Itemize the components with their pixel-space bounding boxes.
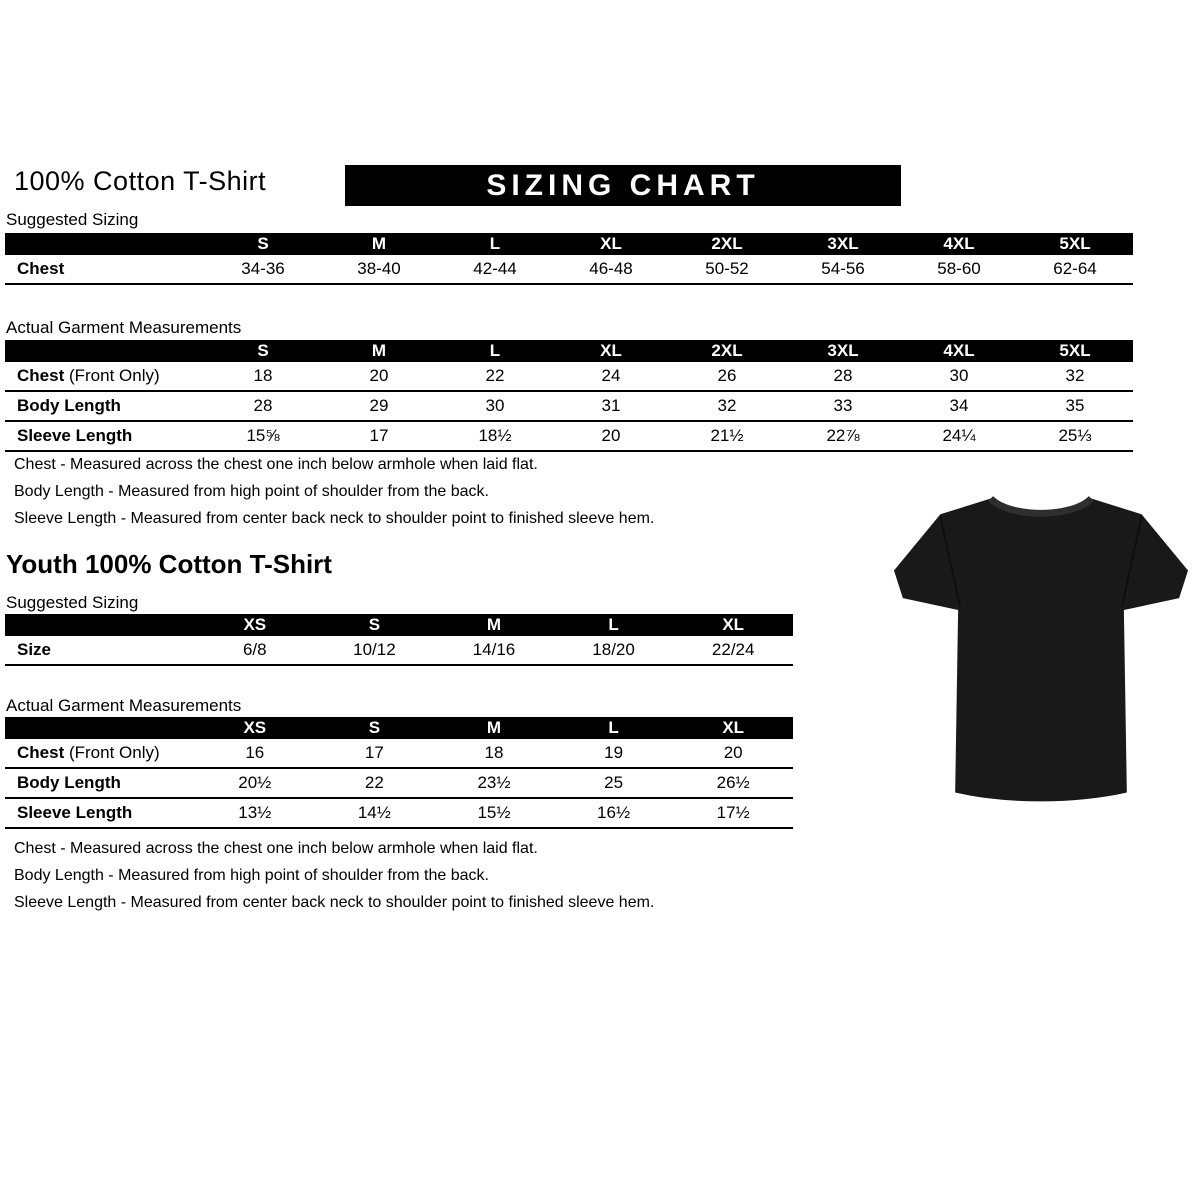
size-value: 14/16 bbox=[472, 640, 516, 659]
header-corner-cell bbox=[5, 233, 205, 255]
size-value: 14½ bbox=[357, 803, 391, 822]
size-value: 22⅞ bbox=[826, 426, 860, 445]
size-value: 10/12 bbox=[353, 640, 396, 659]
measurement-row bbox=[5, 362, 1133, 391]
size-value: 20 bbox=[601, 426, 621, 445]
measurement-row bbox=[5, 636, 793, 665]
measurement-row bbox=[5, 255, 1133, 284]
size-column-header: S bbox=[315, 614, 435, 636]
size-value: 29 bbox=[369, 396, 389, 415]
adult-actual-measurements-label: Actual Garment Measurements bbox=[6, 318, 242, 337]
adult-section-title: 100% Cotton T-Shirt bbox=[14, 166, 267, 196]
size-value: 62-64 bbox=[1053, 259, 1097, 278]
size-value: 25 bbox=[604, 773, 624, 792]
youth-measurement-notes bbox=[14, 840, 654, 921]
t-shirt-body bbox=[894, 499, 1188, 802]
size-value: 34-36 bbox=[241, 259, 285, 278]
size-column-header: 5XL bbox=[1017, 340, 1133, 362]
size-value: 33 bbox=[833, 396, 853, 415]
size-value: 30 bbox=[485, 396, 505, 415]
black-t-shirt-image bbox=[893, 476, 1189, 818]
t-shirt-graphic bbox=[893, 476, 1189, 818]
header-row bbox=[5, 717, 793, 739]
size-value: 22/24 bbox=[711, 640, 755, 659]
note-body-length: Body Length - Measured from high point of shoulder from the back. bbox=[14, 867, 489, 884]
header-corner-cell bbox=[5, 614, 195, 636]
size-value: 28 bbox=[833, 366, 853, 385]
size-column-header: L bbox=[437, 340, 553, 362]
size-column-header: 4XL bbox=[901, 340, 1017, 362]
size-value: 22 bbox=[485, 366, 505, 385]
size-value: 17 bbox=[364, 743, 384, 762]
size-value: 31 bbox=[601, 396, 621, 415]
size-column-header: L bbox=[437, 233, 553, 255]
sizing-table bbox=[5, 717, 793, 829]
header-corner-cell bbox=[5, 340, 205, 362]
sizing-table bbox=[5, 233, 1133, 285]
size-value: 24 bbox=[601, 366, 621, 385]
size-value: 22 bbox=[364, 773, 384, 792]
size-value: 50-52 bbox=[705, 259, 749, 278]
row-label-text: Sleeve Length bbox=[17, 803, 133, 822]
size-column-header: XS bbox=[195, 717, 315, 739]
measurement-row bbox=[5, 391, 1133, 421]
size-value: 34 bbox=[949, 396, 969, 415]
row-label-text: Sleeve Length bbox=[17, 426, 133, 445]
size-column-header: S bbox=[315, 717, 435, 739]
size-value: 30 bbox=[949, 366, 969, 385]
adult-suggested-sizing-table bbox=[5, 233, 1133, 285]
size-value: 42-44 bbox=[473, 259, 517, 278]
youth-suggested-sizing-label: Suggested Sizing bbox=[6, 593, 139, 612]
size-column-header: 4XL bbox=[901, 233, 1017, 255]
size-value: 38-40 bbox=[357, 259, 401, 278]
header-corner-cell bbox=[5, 717, 195, 739]
row-label-suffix: (Front Only) bbox=[64, 743, 160, 762]
size-column-header: 3XL bbox=[785, 340, 901, 362]
size-value: 32 bbox=[717, 396, 737, 415]
size-value: 20 bbox=[369, 366, 389, 385]
size-value: 15½ bbox=[477, 803, 511, 822]
size-value: 28 bbox=[253, 396, 273, 415]
size-value: 23½ bbox=[477, 773, 511, 792]
size-value: 16½ bbox=[597, 803, 631, 822]
header-row bbox=[5, 233, 1133, 255]
size-value: 26½ bbox=[716, 773, 750, 792]
size-value: 18 bbox=[253, 366, 273, 385]
size-column-header: 5XL bbox=[1017, 233, 1133, 255]
size-column-header: 3XL bbox=[785, 233, 901, 255]
size-column-header: L bbox=[554, 614, 674, 636]
size-column-header: S bbox=[205, 340, 321, 362]
size-value: 18/20 bbox=[592, 640, 635, 659]
row-label bbox=[5, 255, 205, 284]
row-label bbox=[5, 362, 205, 391]
youth-actual-measurements-table bbox=[5, 717, 793, 829]
size-column-header: 2XL bbox=[669, 340, 785, 362]
size-value: 17 bbox=[369, 426, 389, 445]
row-label-text: Body Length bbox=[17, 396, 121, 415]
size-value: 19 bbox=[604, 743, 624, 762]
size-value: 26 bbox=[717, 366, 737, 385]
size-value: 13½ bbox=[238, 803, 272, 822]
header-row bbox=[5, 614, 793, 636]
note-sleeve-length: Sleeve Length - Measured from center back neck to shoulder point to finished sleeve hem. bbox=[14, 510, 655, 527]
size-value: 16 bbox=[245, 743, 265, 762]
size-column-header: XL bbox=[673, 614, 793, 636]
adult-suggested-sizing-label: Suggested Sizing bbox=[6, 210, 139, 229]
row-label-text: Size bbox=[17, 640, 52, 659]
youth-section-title: Youth 100% Cotton T-Shirt bbox=[6, 549, 332, 579]
size-column-header: 2XL bbox=[669, 233, 785, 255]
size-column-header: XL bbox=[553, 340, 669, 362]
row-label bbox=[5, 391, 205, 421]
size-value: 25⅓ bbox=[1058, 426, 1092, 445]
row-label-text: Chest bbox=[17, 743, 65, 762]
row-label-text: Chest bbox=[17, 366, 65, 385]
row-label bbox=[5, 798, 195, 828]
note-chest: Chest - Measured across the chest one inch below armhole when laid flat. bbox=[14, 456, 538, 473]
size-value: 20½ bbox=[238, 773, 272, 792]
size-value: 18½ bbox=[478, 426, 512, 445]
size-value: 46-48 bbox=[589, 259, 633, 278]
row-label bbox=[5, 636, 195, 665]
sizing-table bbox=[5, 614, 793, 666]
row-label bbox=[5, 421, 205, 451]
measurement-row bbox=[5, 739, 793, 768]
size-value: 17½ bbox=[716, 803, 750, 822]
size-value: 32 bbox=[1065, 366, 1085, 385]
row-label-suffix: (Front Only) bbox=[64, 366, 160, 385]
row-label-text: Body Length bbox=[17, 773, 121, 792]
measurement-row bbox=[5, 798, 793, 828]
size-value: 18 bbox=[484, 743, 504, 762]
size-value: 54-56 bbox=[821, 259, 865, 278]
note-chest: Chest - Measured across the chest one inch below armhole when laid flat. bbox=[14, 840, 538, 857]
size-value: 58-60 bbox=[937, 259, 981, 278]
size-value: 15⅝ bbox=[246, 426, 280, 445]
note-sleeve-length: Sleeve Length - Measured from center back neck to shoulder point to finished sleeve hem. bbox=[14, 894, 655, 911]
sizing-chart-banner bbox=[345, 165, 901, 206]
adult-measurement-notes bbox=[14, 456, 654, 537]
size-value: 6/8 bbox=[242, 640, 267, 659]
size-column-header: XS bbox=[195, 614, 315, 636]
size-value: 21½ bbox=[710, 426, 744, 445]
measurement-row bbox=[5, 421, 1133, 451]
size-column-header: M bbox=[434, 614, 554, 636]
size-column-header: XL bbox=[553, 233, 669, 255]
size-value: 20 bbox=[723, 743, 743, 762]
size-column-header: M bbox=[321, 340, 437, 362]
size-column-header: M bbox=[434, 717, 554, 739]
adult-actual-measurements-table bbox=[5, 340, 1133, 452]
header-row bbox=[5, 340, 1133, 362]
size-value: 35 bbox=[1065, 396, 1085, 415]
row-label-text: Chest bbox=[17, 259, 65, 278]
sizing-table bbox=[5, 340, 1133, 452]
measurement-row bbox=[5, 768, 793, 798]
row-label bbox=[5, 768, 195, 798]
size-column-header: M bbox=[321, 233, 437, 255]
size-column-header: L bbox=[554, 717, 674, 739]
note-body-length: Body Length - Measured from high point of shoulder from the back. bbox=[14, 483, 489, 500]
size-column-header: S bbox=[205, 233, 321, 255]
size-value: 24¼ bbox=[942, 426, 976, 445]
t-shirt-collar bbox=[991, 499, 1092, 514]
youth-suggested-sizing-table bbox=[5, 614, 793, 666]
sizing-chart-banner-text: SIZING CHART bbox=[486, 168, 760, 202]
row-label bbox=[5, 739, 195, 768]
size-column-header: XL bbox=[673, 717, 793, 739]
youth-actual-measurements-label: Actual Garment Measurements bbox=[6, 696, 242, 715]
